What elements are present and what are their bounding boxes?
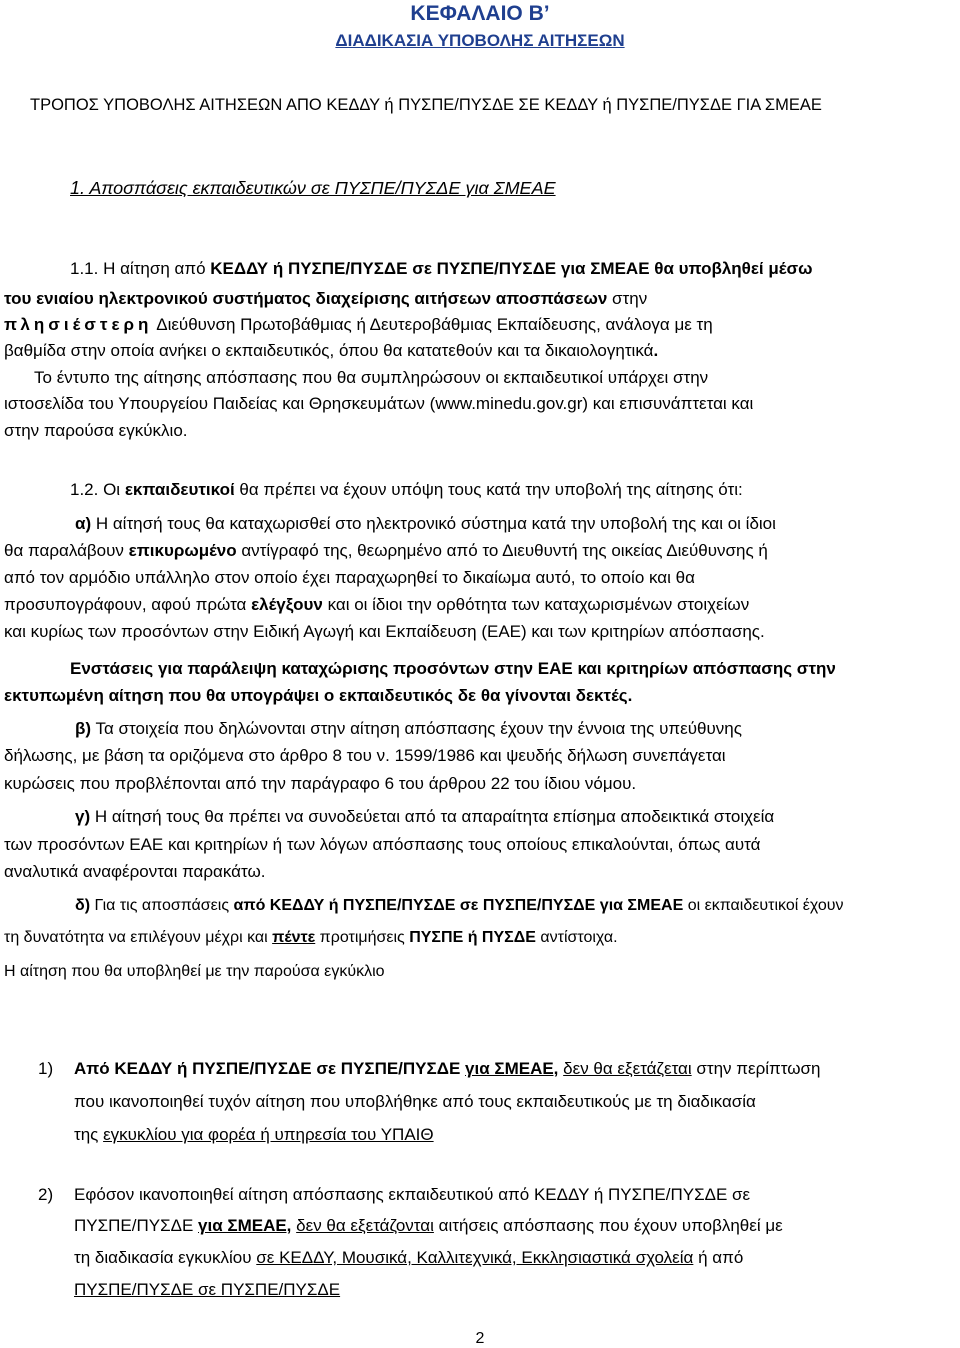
p11-line-7: στην παρούσα εγκύκλιο. bbox=[4, 421, 188, 440]
p11-line-5: Το έντυπο της αίτησης απόσπασης που θα συμπληρώσουν οι εκπαιδευτικοί υπάρχει στην bbox=[34, 368, 709, 387]
list-item-1-line-2: που ικανοποιηθεί τυχόν αίτηση που υποβλήθηκε από τους εκπαιδευτικούς με τη διαδικασία bbox=[74, 1092, 756, 1111]
p12-number: 1.2. bbox=[70, 480, 99, 499]
list-item-2-line-3: τη διαδικασία εγκυκλίου σε ΚΕΔΔΥ, Μουσικά, Καλλιτεχνικά, Εκκλησιαστικά σχολεία ή από bbox=[74, 1248, 744, 1267]
p11-line-1: 1.1. Η αίτηση από ΚΕΔΔΥ ή ΠΥΣΠΕ/ΠΥΣΔΕ σε ΠΥΣΠΕ/ΠΥΣΔΕ για ΣΜΕΑΕ θα υποβληθεί μέσω bbox=[70, 259, 813, 278]
item-c-line-1: γ) Η αίτησή τους θα πρέπει να συνοδεύεται από τα απαραίτητα επίσημα αποδεικτικά στοιχεία bbox=[75, 807, 775, 826]
chapter-subtitle: ΔΙΑΔΙΚΑΣΙΑ ΥΠΟΒΟΛΗΣ ΑΙΤΗΣΕΩΝ bbox=[335, 31, 625, 50]
item-a-line-3: από τον αρμόδιο υπάλληλο στον οποίο έχει παραχωρηθεί το δικαίωμα αυτό, το οποίο και θα bbox=[4, 568, 695, 587]
item-a-line-4: προσυπογράφουν, αφού πρώτα ελέγξουν και οι ίδιοι την ορθότητα των καταχωρισμένων στοιχείων bbox=[4, 595, 750, 614]
p11-number: 1.1. bbox=[70, 259, 99, 278]
item-d-line-2: τη δυνατότητα να επιλέγουν μέχρι και πέντε προτιμήσεις ΠΥΣΠΕ ή ΠΥΣΔΕ αντίστοιχα. bbox=[4, 929, 618, 946]
p11-line-3: πλησιέστερη Διεύθυνση Πρωτοβάθμιας ή Δευτεροβάθμιας Εκπαίδευσης, ανάλογα με τη bbox=[4, 315, 713, 334]
p12-line-1: 1.2. Οι εκπαιδευτικοί θα πρέπει να έχουν υπόψη τους κατά την υποβολή της αίτησης ότι: bbox=[70, 480, 743, 499]
chapter-title: ΚΕΦΑΛΑΙΟ Β’ bbox=[410, 2, 550, 25]
item-a-line-2: θα παραλάβουν επικυρωμένο αντίγραφό της, θεωρημένο από το Διευθυντή της οικείας Διεύθυνσης ή bbox=[4, 541, 768, 560]
item-b-label: β) bbox=[75, 719, 92, 738]
item-a-line-5: και κυρίως των προσόντων στην Ειδική Αγωγή και Εκπαίδευση (ΕΑΕ) και των κριτηρίων απόσπασης. bbox=[4, 622, 765, 641]
item-a-line-1: α) Η αίτησή τους θα καταχωρισθεί στο ηλεκτρονικό σύστημα κατά την υποβολή της και οι ίδιοι bbox=[75, 514, 776, 533]
item-b-line-2: δήλωσης, με βάση τα οριζόμενα στο άρθρο 8 του ν. 1599/1986 και ψευδής δήλωση συνεπάγεται bbox=[4, 746, 726, 765]
intro-line: Η αίτηση που θα υποβληθεί με την παρούσα εγκύκλιο bbox=[4, 963, 385, 980]
item-c-line-3: αναλυτικά αναφέρονται παρακάτω. bbox=[4, 862, 266, 881]
item-a-label: α) bbox=[75, 514, 92, 533]
p11-line-4: βαθμίδα στην οποία ανήκει ο εκπαιδευτικός, όπου θα κατατεθούν και τα δικαιολογητικά. bbox=[4, 341, 659, 360]
list-item-2-number: 2) bbox=[38, 1185, 54, 1204]
objections-line-2: εκτυπωμένη αίτηση που θα υπογράψει ο εκπαιδευτικός δε θα γίνονται δεκτές. bbox=[4, 686, 633, 705]
objections-line-1: Ενστάσεις για παράλειψη καταχώρισης προσόντων στην ΕΑΕ και κριτηρίων απόσπασης στην bbox=[70, 659, 836, 678]
list-item-2-line-4: ΠΥΣΠΕ/ΠΥΣΔΕ σε ΠΥΣΠΕ/ΠΥΣΔΕ bbox=[74, 1280, 341, 1299]
item-c-label: γ) bbox=[75, 807, 91, 826]
item-b-line-3: κυρώσεις που προβλέπονται από την παράγραφο 6 του άρθρου 22 του ίδιου νόμου. bbox=[4, 774, 637, 793]
p11-line-6: ιστοσελίδα του Υπουργείου Παιδείας και Θρησκευμάτων (www.minedu.gov.gr) και επισυνάπτεται και bbox=[4, 394, 754, 413]
heading-1: 1. Αποσπάσεις εκπαιδευτικών σε ΠΥΣΠΕ/ΠΥΣΔΕ για ΣΜΕΑΕ bbox=[70, 178, 556, 198]
item-d-label: δ) bbox=[75, 897, 91, 914]
page-number: 2 bbox=[475, 1330, 485, 1347]
p11-line-2: του ενιαίου ηλεκτρονικού συστήματος διαχείρισης αιτήσεων αποσπάσεων στην bbox=[4, 289, 648, 308]
item-c-line-2: των προσόντων ΕΑΕ και κριτηρίων ή των λόγων απόσπασης τους οποίους επικαλούνται, όπως αυτά bbox=[4, 835, 761, 854]
list-item-1-line-1: Από ΚΕΔΔΥ ή ΠΥΣΠΕ/ΠΥΣΔΕ σε ΠΥΣΠΕ/ΠΥΣΔΕ για ΣΜΕΑΕ, δεν θα εξετάζεται στην περίπτωση bbox=[74, 1059, 821, 1078]
list-item-1-number: 1) bbox=[38, 1059, 54, 1078]
list-item-2-line-2: ΠΥΣΠΕ/ΠΥΣΔΕ για ΣΜΕΑΕ, δεν θα εξετάζονται αιτήσεις απόσπασης που έχουν υποβληθεί με bbox=[74, 1216, 783, 1235]
item-b-line-1: β) Τα στοιχεία που δηλώνονται στην αίτηση απόσπασης έχουν την έννοια της υπεύθυνης bbox=[75, 719, 742, 738]
section-title: ΤΡΟΠΟΣ ΥΠΟΒΟΛΗΣ ΑΙΤΗΣΕΩΝ ΑΠΟ ΚΕΔΔΥ ή ΠΥΣΠΕ/ΠΥΣΔΕ ΣΕ ΚΕΔΔΥ ή ΠΥΣΠΕ/ΠΥΣΔΕ ΓΙΑ ΣΜΕΑΕ bbox=[30, 96, 822, 114]
item-d-line-1: δ) Για τις αποσπάσεις από ΚΕΔΔΥ ή ΠΥΣΠΕ/ΠΥΣΔΕ σε ΠΥΣΠΕ/ΠΥΣΔΕ για ΣΜΕΑΕ οι εκπαιδευτικοί έχουν bbox=[75, 897, 844, 914]
list-item-1-line-3: της εγκυκλίου για φορέα ή υπηρεσία του ΥΠΑΙΘ bbox=[74, 1125, 434, 1144]
list-item-2-line-1: Εφόσον ικανοποιηθεί αίτηση απόσπασης εκπαιδευτικού από ΚΕΔΔΥ ή ΠΥΣΠΕ/ΠΥΣΔΕ σε bbox=[74, 1185, 751, 1204]
